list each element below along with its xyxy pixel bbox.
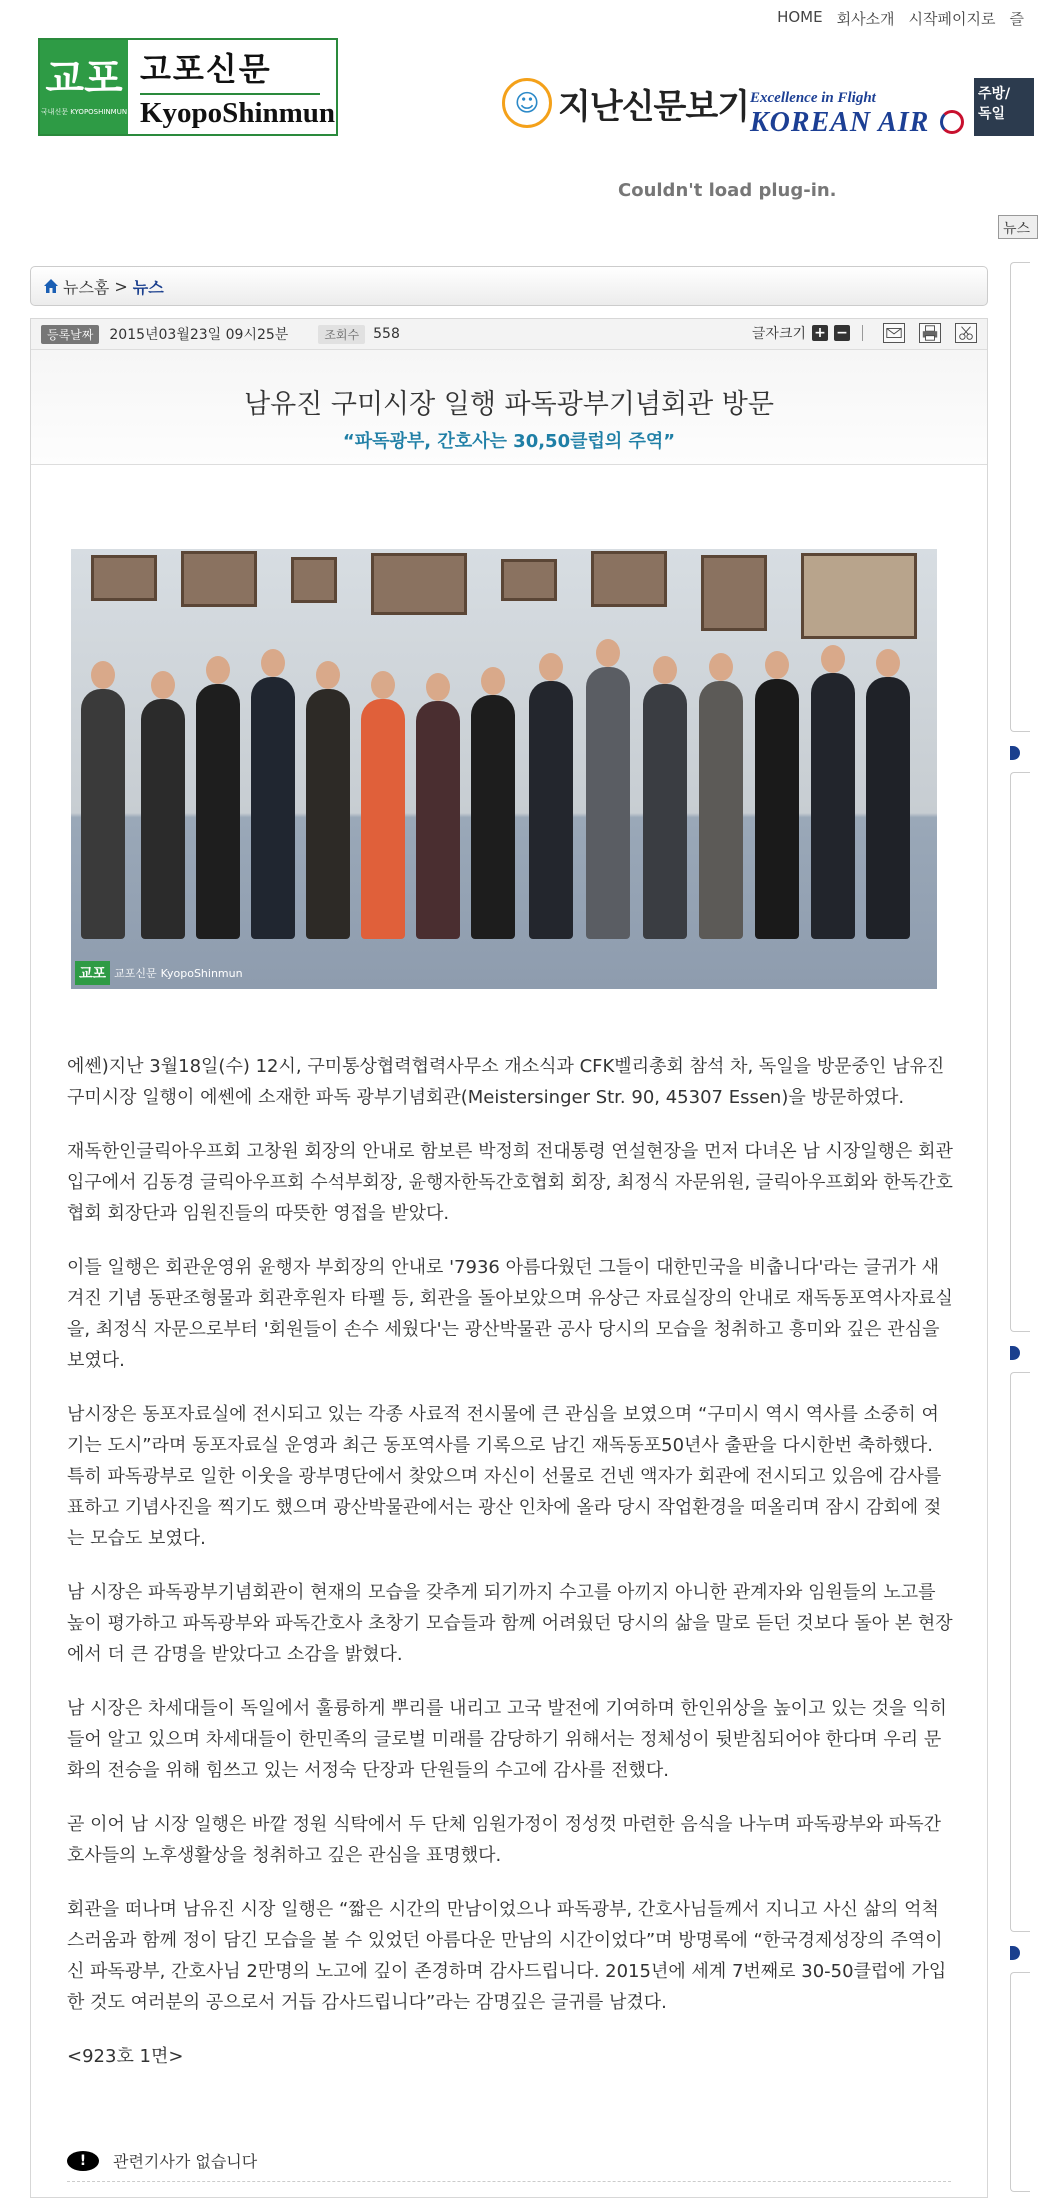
- issue-reference: <923호 1면>: [67, 2046, 184, 2067]
- date-label: 등록날짜: [41, 325, 99, 344]
- nav-about-link[interactable]: 회사소개: [836, 10, 895, 28]
- watermark-mark: 교포: [75, 961, 110, 985]
- minus-icon[interactable]: −: [834, 325, 850, 341]
- breadcrumb: [30, 266, 988, 306]
- tools-divider: [862, 325, 863, 341]
- past-issues-banner[interactable]: [502, 78, 749, 128]
- related-divider: [67, 2181, 951, 2182]
- logo-mark: [40, 40, 128, 134]
- right-sidebar: [1010, 262, 1030, 2192]
- right-ad-line2: 독일: [978, 106, 1006, 122]
- article-subtitle: “파독광부, 간호사는 30,50클럽의 주역”: [342, 431, 676, 452]
- sidebar-panel: [1010, 1372, 1030, 1932]
- article-headline: [31, 350, 987, 465]
- plus-icon[interactable]: +: [812, 325, 828, 341]
- article-paragraph: 에쎈)지난 3월18일(수) 12시, 구미통상협력협력사무소 개소식과 CFK벨리총회 참석 차, 독일을 방문중인 남유진 구미시장 일행이 에쎈에 소재한 파독 광부기념회관(Meistersinger Str. 90, 45307 Essen)을 방문하였다.: [67, 1056, 945, 1108]
- article-photo: [71, 549, 937, 989]
- views-value: 558: [373, 326, 400, 342]
- article-paragraph: 회관을 떠나며 남유진 시장 일행은 “짧은 시간의 만남이었으나 파독광부, 간호사님들께서 지니고 사신 삶의 억척스러움과 함께 정이 담긴 모습을 볼 수 있었던 아름다운 만남의 시간이었다”며 방명록에 “한국경제성장의 주역이신 파독광부, 간호사님 2만명의 노고에 깊이 존경하며 감사드립니다. 2015년에 세계 7번째로 30-50클럽에 가입한 것도 여러분의 공으로서 거듭 감사드립니다”라는 감명깊은 글귀를 남겼다.: [67, 1899, 947, 2013]
- article-paragraph: 남 시장은 차세대들이 독일에서 훌륭하게 뿌리를 내리고 고국 발전에 기여하며 한인위상을 높이고 있는 것을 익히 들어 알고 있으며 차세대들이 한민족의 글로벌 미래를 감당하기 위해서는 정체성이 뒷받침되어야 한다며 우리 문화의 전승을 위해 힘쓰고 있는 서정숙 단장과 단원들의 수고에 감사를 전했다.: [67, 1698, 947, 1781]
- korean-air-banner[interactable]: [750, 90, 962, 139]
- nav-startpage-link[interactable]: 시작페이지로: [908, 10, 996, 28]
- article-title: 남유진 구미시장 일행 파독광부기념회관 방문: [244, 389, 774, 420]
- article-meta-bar: [31, 319, 987, 350]
- nav-favorite-link[interactable]: 즐: [1009, 10, 1024, 28]
- korean-air-tagline: Excellence in Flight: [750, 90, 876, 106]
- korean-air-name: KOREAN AIR: [750, 107, 930, 138]
- views-label: 조회수: [318, 325, 365, 344]
- home-icon: [43, 278, 59, 294]
- related-articles-message: 관련기사가 없습니다: [113, 2152, 258, 2171]
- date-value: 2015년03월23일 09시25분: [109, 327, 289, 343]
- scrap-icon[interactable]: [955, 323, 977, 343]
- breadcrumb-separator: >: [114, 276, 128, 296]
- article-paragraph: 재독한인글릭아우프회 고창원 회장의 안내로 함보른 박정희 전대통령 연설현장을 먼저 다녀온 남 시장일행은 회관 입구에서 김동경 글릭아우프회 수석부회장, 윤행자한독간호협회 회장, 최정식 자문위원, 글릭아우프회와 한독간호협회 회장단과 임원진들의 따뜻한 영접을 받았다.: [67, 1141, 953, 1224]
- past-issues-label: 지난신문보기: [558, 86, 750, 127]
- alert-icon: !: [67, 2151, 99, 2171]
- right-ad-line1: 주방/: [978, 86, 1011, 102]
- side-news-button[interactable]: 뉴스: [998, 215, 1038, 239]
- korean-air-logo-icon: [940, 110, 964, 134]
- sidebar-panel: [1010, 772, 1030, 1332]
- font-size-label: 글자크기: [751, 326, 806, 342]
- print-icon[interactable]: [919, 323, 941, 343]
- sidebar-panel: [1010, 1972, 1030, 2192]
- logo-text: [128, 40, 336, 134]
- breadcrumb-current[interactable]: 뉴스: [132, 277, 164, 297]
- article-paragraph: 남시장은 동포자료실에 전시되고 있는 각종 사료적 전시물에 큰 관심을 보였으며 “구미시 역시 역사를 소중히 여기는 도시”라며 동포자료실 운영과 최근 동포역사를 기록으로 남긴 재독동포50년사 출판을 다시한번 축하했다. 특히 파독광부로 일한 이웃을 광부명단에서 찾았으며 자신이 선물로 건넨 액자가 회관에 전시되고 있음에 감사를 표하고 기념사진을 찍기도 했으며 광산박물관에서는 광산 인차에 올라 당시 작업환경을 떠올리며 잠시 감회에 젖는 모습도 보였다.: [67, 1404, 942, 1549]
- article-container: [30, 318, 988, 2198]
- article-body: [67, 1051, 953, 2095]
- sidebar-panel: [1010, 262, 1030, 732]
- logo-mark-small: 국내신문 KYOPOSHINMUN: [40, 108, 128, 116]
- sidebar-bullet-icon: [1010, 746, 1020, 760]
- watermark-name-en: KyopoShinmun: [160, 966, 243, 980]
- breadcrumb-home-link[interactable]: 뉴스홈: [63, 277, 110, 297]
- related-articles: [67, 2149, 257, 2172]
- photo-wall-frames: [71, 549, 937, 649]
- sidebar-bullet-icon: [1010, 1346, 1020, 1360]
- email-icon[interactable]: [883, 323, 905, 343]
- article-paragraph: 곧 이어 남 시장 일행은 바깥 정원 식탁에서 두 단체 임원가정이 정성껏 마련한 음식을 나누며 파독광부와 파독간호사들의 노후생활상을 청취하고 깊은 관심을 표명했다.: [67, 1814, 942, 1866]
- site-logo[interactable]: [38, 38, 338, 136]
- watermark-name-ko: 교포신문: [114, 967, 157, 980]
- article-paragraph: 이들 일행은 회관운영위 윤행자 부회장의 안내로 '7936 아름다웠던 그들이 대한민국을 비춥니다'라는 글귀가 새겨진 기념 동판조형물과 회관후원자 타펠 등, 회관을 돌아보았으며 유상근 자료실장의 안내로 재독동포역사자료실을, 최정식 자문으로부터 '회원들이 손수 세웠다'는 광산박물관 공사 당시의 모습을 청취하고 흥미와 깊은 관심을 보였다.: [67, 1257, 953, 1371]
- plugin-error-message: Couldn't load plug-in.: [618, 180, 837, 201]
- sidebar-bullet-icon: [1010, 1946, 1020, 1960]
- top-nav: [777, 8, 1024, 29]
- article-tools: [752, 323, 977, 343]
- past-issues-icon: ☺: [502, 78, 552, 128]
- logo-mark-text: 교포: [45, 55, 123, 102]
- photo-watermark: [75, 961, 243, 985]
- right-ad-banner[interactable]: [974, 78, 1034, 136]
- logo-name-ko: 고포신문: [140, 44, 320, 95]
- article-paragraph: 남 시장은 파독광부기념회관이 현재의 모습을 갖추게 되기까지 수고를 아끼지 아니한 관계자와 임원들의 노고를 높이 평가하고 파독광부와 파독간호사 초창기 모습들과 함께 어려웠던 당시의 삶을 말로 듣던 것보다 돌아 본 현장에서 더 큰 감명을 받았다고 소감을 밝혔다.: [67, 1582, 953, 1665]
- logo-name-en: KyopoShinmun: [140, 97, 336, 129]
- nav-home-link[interactable]: HOME: [777, 8, 823, 26]
